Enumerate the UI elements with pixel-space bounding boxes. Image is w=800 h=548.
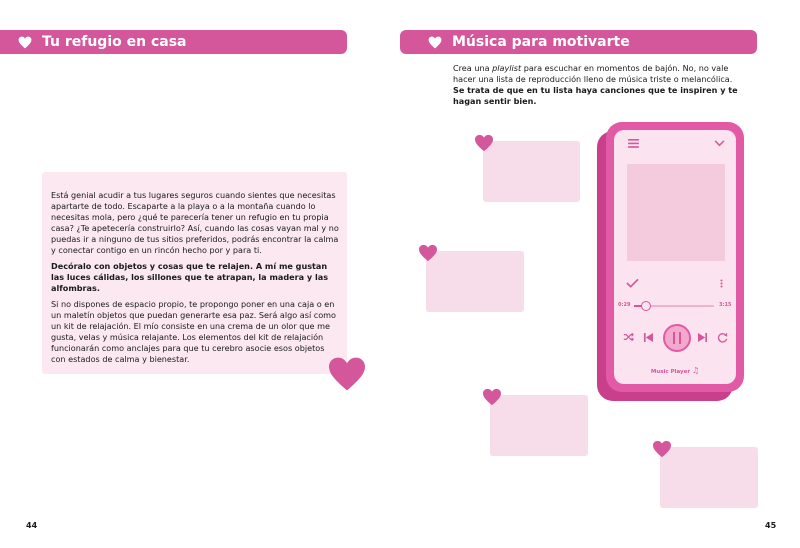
elapsed-time: 0:29 bbox=[618, 302, 631, 308]
left-section-title: Tu refugio en casa bbox=[42, 34, 187, 50]
pause-icon bbox=[672, 332, 682, 344]
note-box-4 bbox=[660, 447, 758, 508]
page-number-right: 45 bbox=[765, 521, 777, 530]
total-time: 3:15 bbox=[719, 302, 732, 308]
note-box-1 bbox=[483, 141, 580, 202]
check-icon[interactable] bbox=[626, 278, 639, 288]
paragraph-2: Decóralo con objetos y cosas que te relajen. A mí me gustan las luces cálidas, los sillones que te atrapan, la madera y las alfombras. bbox=[51, 261, 329, 293]
repeat-icon[interactable] bbox=[717, 332, 728, 343]
intro-text-start: Crea una bbox=[453, 63, 493, 73]
intro-text-bold: Se trata de que en tu lista haya canciones que te inspiren y te hagan sentir bien. bbox=[453, 85, 738, 106]
heart-icon bbox=[327, 356, 367, 392]
chevron-down-icon[interactable] bbox=[714, 140, 725, 147]
more-icon[interactable] bbox=[720, 278, 723, 289]
right-section-title: Música para motivarte bbox=[452, 34, 630, 50]
previous-icon[interactable] bbox=[644, 333, 653, 342]
note-box-3 bbox=[490, 395, 588, 456]
music-note-icon: ♫ bbox=[691, 366, 700, 375]
menu-icon[interactable] bbox=[628, 139, 639, 148]
next-icon[interactable] bbox=[698, 333, 707, 342]
heart-icon bbox=[482, 388, 502, 406]
right-section-header bbox=[400, 30, 757, 54]
seek-track[interactable] bbox=[634, 305, 714, 307]
text-box-content bbox=[51, 190, 341, 370]
note-box-2 bbox=[426, 251, 524, 312]
pause-button[interactable] bbox=[663, 324, 691, 352]
page-number-left: 44 bbox=[26, 521, 38, 530]
intro-text-em: playlist bbox=[492, 63, 522, 73]
music-player-label bbox=[614, 366, 736, 375]
text-box bbox=[42, 172, 347, 374]
heart-icon bbox=[418, 244, 438, 262]
music-player-screen bbox=[614, 130, 736, 384]
heart-icon bbox=[428, 36, 442, 49]
heart-icon bbox=[474, 134, 494, 152]
left-section-header bbox=[0, 30, 347, 54]
heart-icon bbox=[652, 440, 672, 458]
paragraph-3: Si no dispones de espacio propio, te propongo poner en una caja o en un maletín objetos que puedan generarte esa paz. Será algo así como un kit de relajación. El mío consiste en una crema de un olor que me gusta, velas y música relajante. Los elementos del kit de relajación funcionarán como anclajes para que tu cerebro asocie esos objetos con estados de calma y bienestar. bbox=[51, 299, 337, 364]
intro-text bbox=[453, 63, 743, 107]
music-player-label-text: Music Player bbox=[650, 369, 691, 375]
heart-icon bbox=[18, 36, 32, 49]
album-art bbox=[627, 164, 725, 261]
shuffle-icon[interactable] bbox=[623, 332, 634, 342]
paragraph-1: Está genial acudir a tus lugares seguros cuando sientes que necesitas apartarte de todo. Escaparte a la playa o a la montaña cuando lo necesitas mola, pero ¿qué te parecería tener un refugio en tu propia casa? ¿Te apetecería construirlo? Así, cuando las cosas vayan mal y no puedas ir a ninguno de tus sitios preferidos, podrás encontrar la calma y conectar contigo en un rincón hecho por y para ti. bbox=[51, 190, 339, 255]
intro-text-rest: para escuchar en momentos de bajón. No, no vale hacer una lista de reproducción lleno de música triste o melancólica. bbox=[453, 63, 733, 84]
seek-handle[interactable] bbox=[641, 301, 651, 311]
